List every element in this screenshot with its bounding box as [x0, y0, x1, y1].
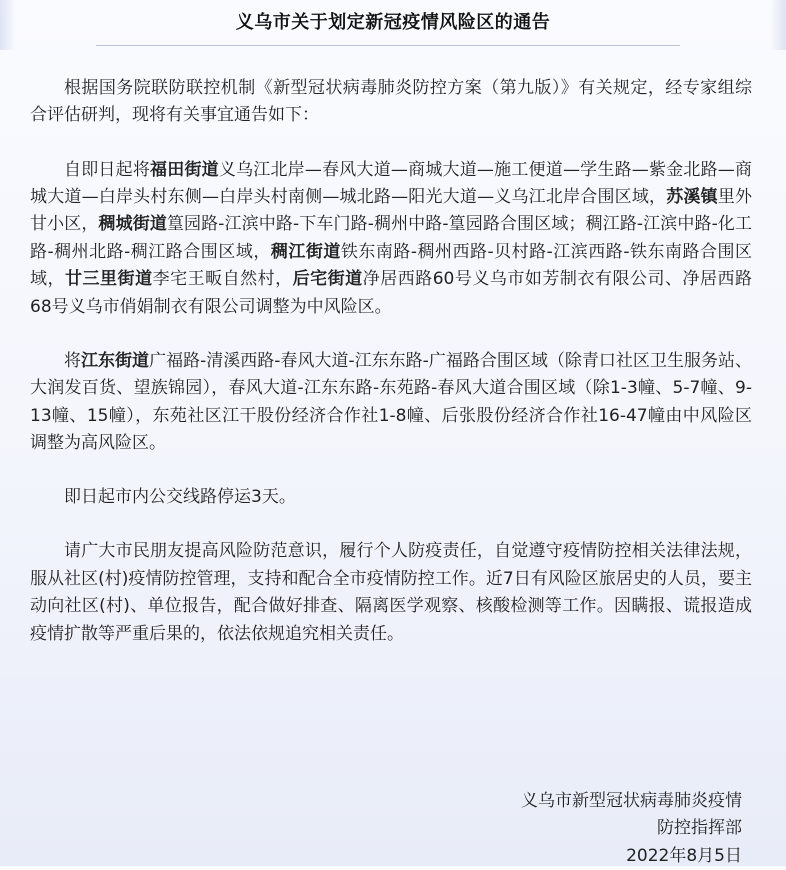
highlighted-district: 江东街道	[81, 350, 150, 371]
highlighted-district: 后宅街道	[292, 269, 363, 290]
signature-block	[382, 788, 742, 870]
highlighted-district: 稠江街道	[270, 241, 341, 262]
notice-paragraph	[30, 75, 752, 130]
notice-paragraph	[30, 157, 752, 321]
title-divider	[96, 45, 680, 46]
notice-paragraph	[30, 538, 752, 648]
paragraph-text: 铁东南路-稠州西路-贝村路-江滨西路-铁东南路合围区域，	[30, 241, 752, 290]
highlighted-district: 廿三里街道	[65, 269, 153, 290]
notice-body	[30, 75, 752, 675]
highlighted-district: 苏溪镇	[666, 187, 718, 208]
paragraph-text: 根据国务院联防联控机制《新型冠状病毒肺炎防控方案（第九版）》有关规定，经专家组综合评估研判，现将有关事宜通告如下：	[30, 78, 752, 126]
paragraph-text: 请广大市民朋友提高风险防范意识，履行个人防疫责任，自觉遵守疫情防控相关法律法规，服从社区(村)疫情防控管理，支持和配合全市疫情防控工作。近7日有风险区旅居史的人员，要主动向社区(村)、单位报告，配合做好排查、隔离医学观察、核酸检测等工作。因瞒报、谎报造成疫情扩散等严重后果的，依法依规追究相关责任。	[30, 541, 752, 644]
page-title: 义乌市关于划定新冠疫情风险区的通告	[235, 12, 551, 33]
paragraph-text: 篁园路-江滨中路-下车门路-稠州中路-篁园路合围区域；稠江路-江滨中路-化工路-稠州北路-稠江路合围区域，	[30, 214, 753, 262]
paragraph-text: 即日起市内公交线路停运3天。	[64, 487, 296, 508]
paragraph-text: 净居西路60号义乌市如芳制衣有限公司、净居西路68号义乌市俏娟制衣有限公司调整为中风险区。	[30, 269, 753, 317]
notice-paragraph	[30, 484, 752, 511]
paragraph-text: 里外甘小区，	[30, 187, 753, 235]
paragraph-text: 李宅王畈自然村，	[152, 269, 293, 290]
paragraph-text: 将	[64, 350, 82, 371]
notice-paragraph	[30, 348, 752, 458]
paragraph-text: 自即日起将	[64, 159, 151, 180]
issuer-line-2: 防控指挥部	[657, 818, 742, 839]
paragraph-text: 广福路-清溪西路-春风大道-江东东路-广福路合围区域（除青口社区卫生服务站、大润发百货、望族锦园），春风大道-江东东路-东苑路-春风大道合围区域（除1-3幢、5-7幢、9-13幢、15幢），东苑社区江干股份经济合作社1-8幢、后张股份经济合作社16-47幢由中风险区调整为高风险区。	[30, 350, 752, 454]
paragraph-text: 义乌江北岸—春风大道—商城大道—施工便道—学生路—紫金北路—商城大道—白岸头村东侧—白岸头村南侧—城北路—阳光大道—义乌江北岸合围区域，	[30, 159, 753, 208]
issuer-line-1: 义乌市新型冠状病毒肺炎疫情	[521, 791, 742, 811]
issue-date: 2022年8月5日	[626, 845, 742, 866]
highlighted-district: 稠城街道	[98, 214, 167, 235]
highlighted-district: 福田街道	[150, 159, 219, 180]
